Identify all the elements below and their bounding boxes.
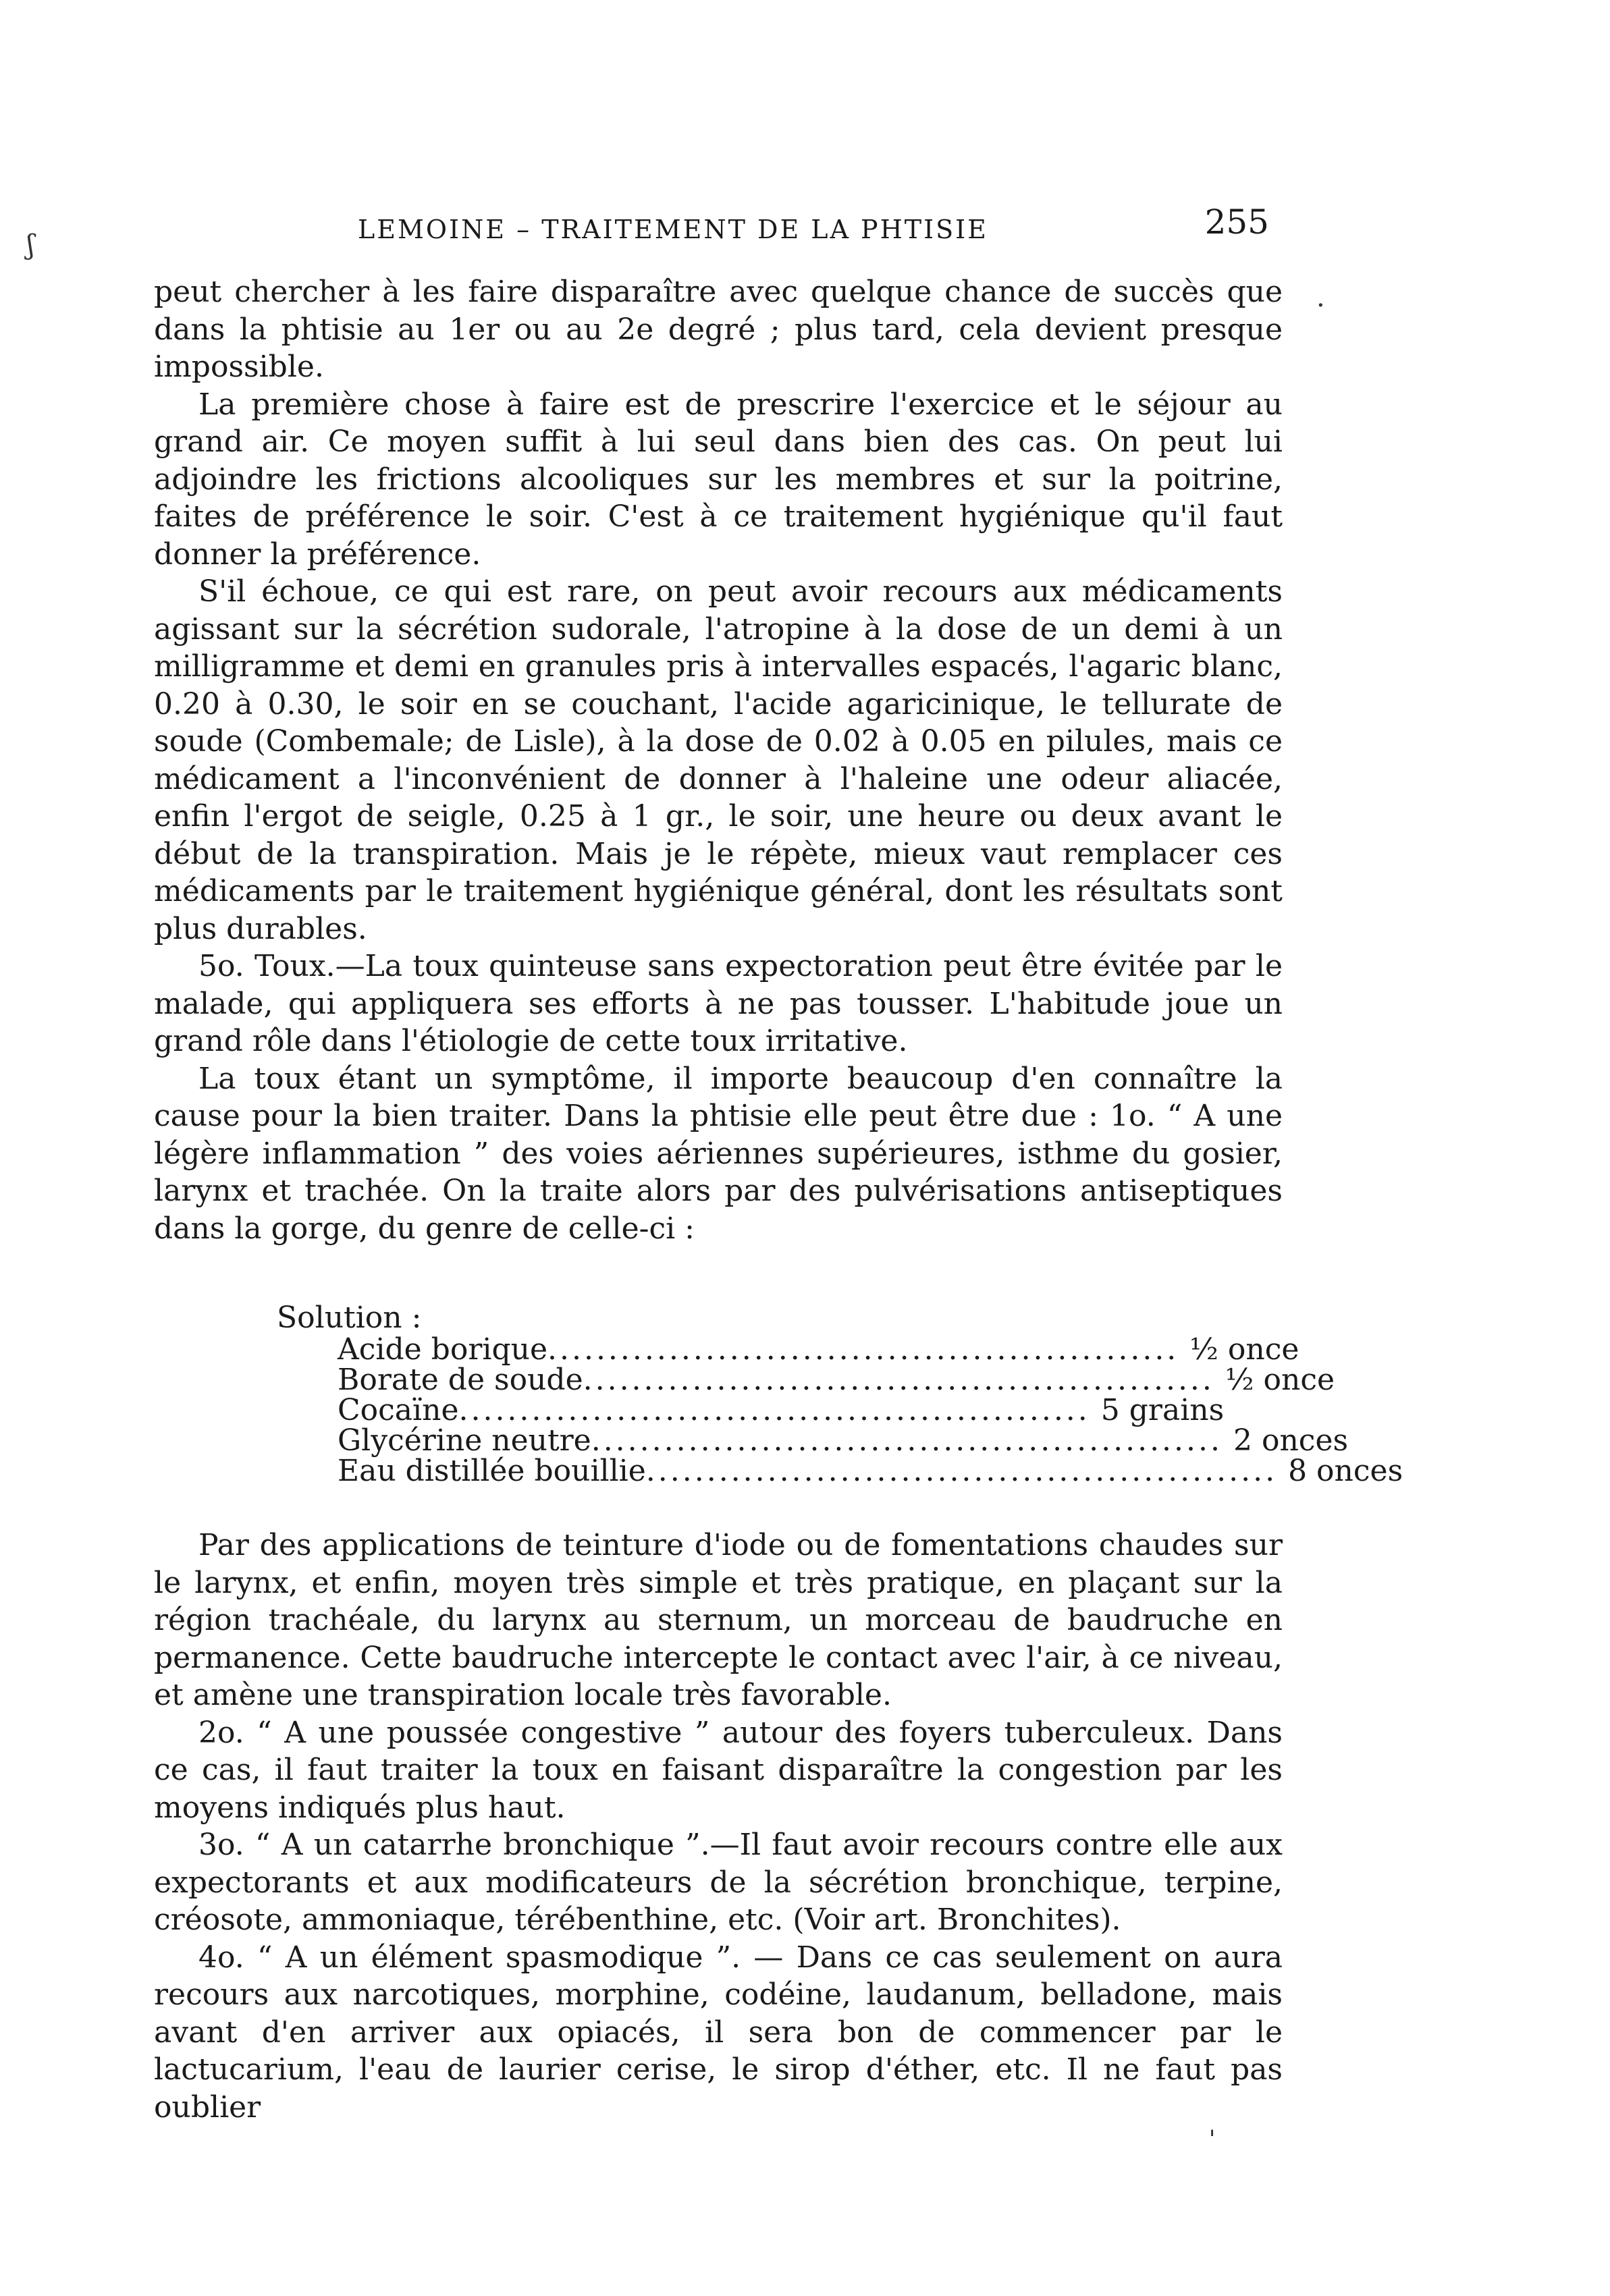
page-number: 255 (1204, 202, 1269, 242)
ingredient-name: Eau distillée bouillie (338, 1454, 646, 1488)
page-header (155, 202, 1269, 250)
ingredient-name: Glycérine neutre (338, 1423, 591, 1458)
body-text-top (154, 273, 1283, 1247)
ingredient-name: Cocaïne (338, 1393, 459, 1427)
ingredient-name: Acide borique (338, 1332, 547, 1367)
body-text-bottom (154, 1527, 1283, 2126)
paragraph: 5o. Toux.—La toux quinteuse sans expectoration peut être évitée par le malade, qui appliquera ses efforts à ne pas tousser. L'habitude joue un grand rôle dans l'étiologie de cette toux irritative. (154, 949, 1283, 1058)
paragraph: 3o. “ A un catarrhe bronchique ”.—Il faut avoir recours contre elle aux expectorants et aux modificateurs de la sécrétion bronchique, terpine, créosote, ammoniaque, térébenthine, etc. (Voir art. Bronchites). (154, 1828, 1283, 1937)
paragraph: 4o. “ A un élément spasmodique ”. — Dans ce cas seulement on aura recours aux narcotiques, morphine, codéine, laudanum, belladone, mais avant d'en arriver aux opiacés, il sera bon de commencer par le lactucarium, l'eau de laurier cerise, le sirop d'éther, etc. Il ne faut pas oublier (154, 1940, 1283, 2125)
recipe-item (277, 1454, 1403, 1488)
leader-dots: .................................................... (591, 1423, 1223, 1458)
leader-dots: .................................................... (547, 1332, 1179, 1367)
recipe-block (277, 1301, 1403, 1488)
ingredient-quantity: 2 onces (1233, 1423, 1349, 1458)
paragraph: La première chose à faire est de prescrire l'exercice et le séjour au grand air. Ce moyen suffit à lui seul dans bien des cas. On peut lui adjoindre les frictions alcooliques sur les membres et sur la poitrine, faites de préférence le soir. C'est à ce traitement hygiénique qu'il faut donner la préférence. (154, 387, 1283, 572)
ingredient-quantity: 8 onces (1288, 1454, 1403, 1488)
paragraph: 2o. “ A une poussée congestive ” autour des foyers tuberculeux. Dans ce cas, il faut traiter la toux en faisant disparaître la congestion par les moyens indiqués plus haut. (154, 1715, 1283, 1825)
leader-dots: .................................................... (583, 1363, 1214, 1397)
recipe-item (277, 1363, 1335, 1397)
recipe-item (277, 1393, 1225, 1427)
recipe-title: Solution : (277, 1301, 422, 1335)
leader-dots: .................................................... (645, 1454, 1278, 1488)
margin-mark: ʃ (27, 229, 34, 261)
running-title: LEMOINE – TRAITEMENT DE LA PHTISIE (358, 215, 988, 244)
leader-dots: .................................................... (458, 1393, 1090, 1427)
paragraph: La toux étant un symptôme, il importe beaucoup d'en connaître la cause pour la bien traiter. Dans la phtisie elle peut être due : 1o. “ A une légère inflammation ” des voies aériennes supérieures, isthme du gosier, larynx et trachée. On la traite alors par des pulvérisations antiseptiques dans la gorge, du genre de celle-ci : (154, 1061, 1283, 1246)
paragraph: Par des applications de teinture d'iode ou de fomentations chaudes sur le larynx, et enfin, moyen très simple et très pratique, en plaçant sur la région trachéale, du larynx au sternum, un morceau de baudruche en permanence. Cette baudruche intercepte le contact avec l'air, à ce niveau, et amène une transpiration locale très favorable. (154, 1528, 1283, 1712)
ingredient-quantity: 5 grains (1100, 1393, 1225, 1427)
ingredient-quantity: ½ once (1189, 1332, 1299, 1367)
paragraph: peut chercher à les faire disparaître avec quelque chance de succès que dans la phtisie au 1er ou au 2e degré ; plus tard, cela devient presque impossible. (154, 275, 1283, 384)
recipe-item (277, 1332, 1299, 1367)
speck-mark: ˈ (1208, 2126, 1216, 2157)
speck-mark: · (1316, 290, 1325, 321)
paragraph: S'il échoue, ce qui est rare, on peut avoir recours aux médicaments agissant sur la sécrétion sudorale, l'atropine à la dose de un demi à un milligramme et demi en granules pris à intervalles espacés, l'agaric blanc, 0.20 à 0.30, le soir en se couchant, l'acide agaricinique, le tellurate de soude (Combemale; de Lisle), à la dose de 0.02 à 0.05 en pilules, mais ce médicament a l'inconvénient de donner à l'haleine une odeur aliacée, enfin l'ergot de seigle, 0.25 à 1 gr., le soir, une heure ou deux avant le début de la transpiration. Mais je le répète, mieux vaut remplacer ces médicaments par le traitement hygiénique général, dont les résultats sont plus durables. (154, 574, 1283, 946)
ingredient-name: Borate de soude (338, 1363, 583, 1397)
recipe-item (277, 1423, 1349, 1458)
ingredient-quantity: ½ once (1225, 1363, 1335, 1397)
